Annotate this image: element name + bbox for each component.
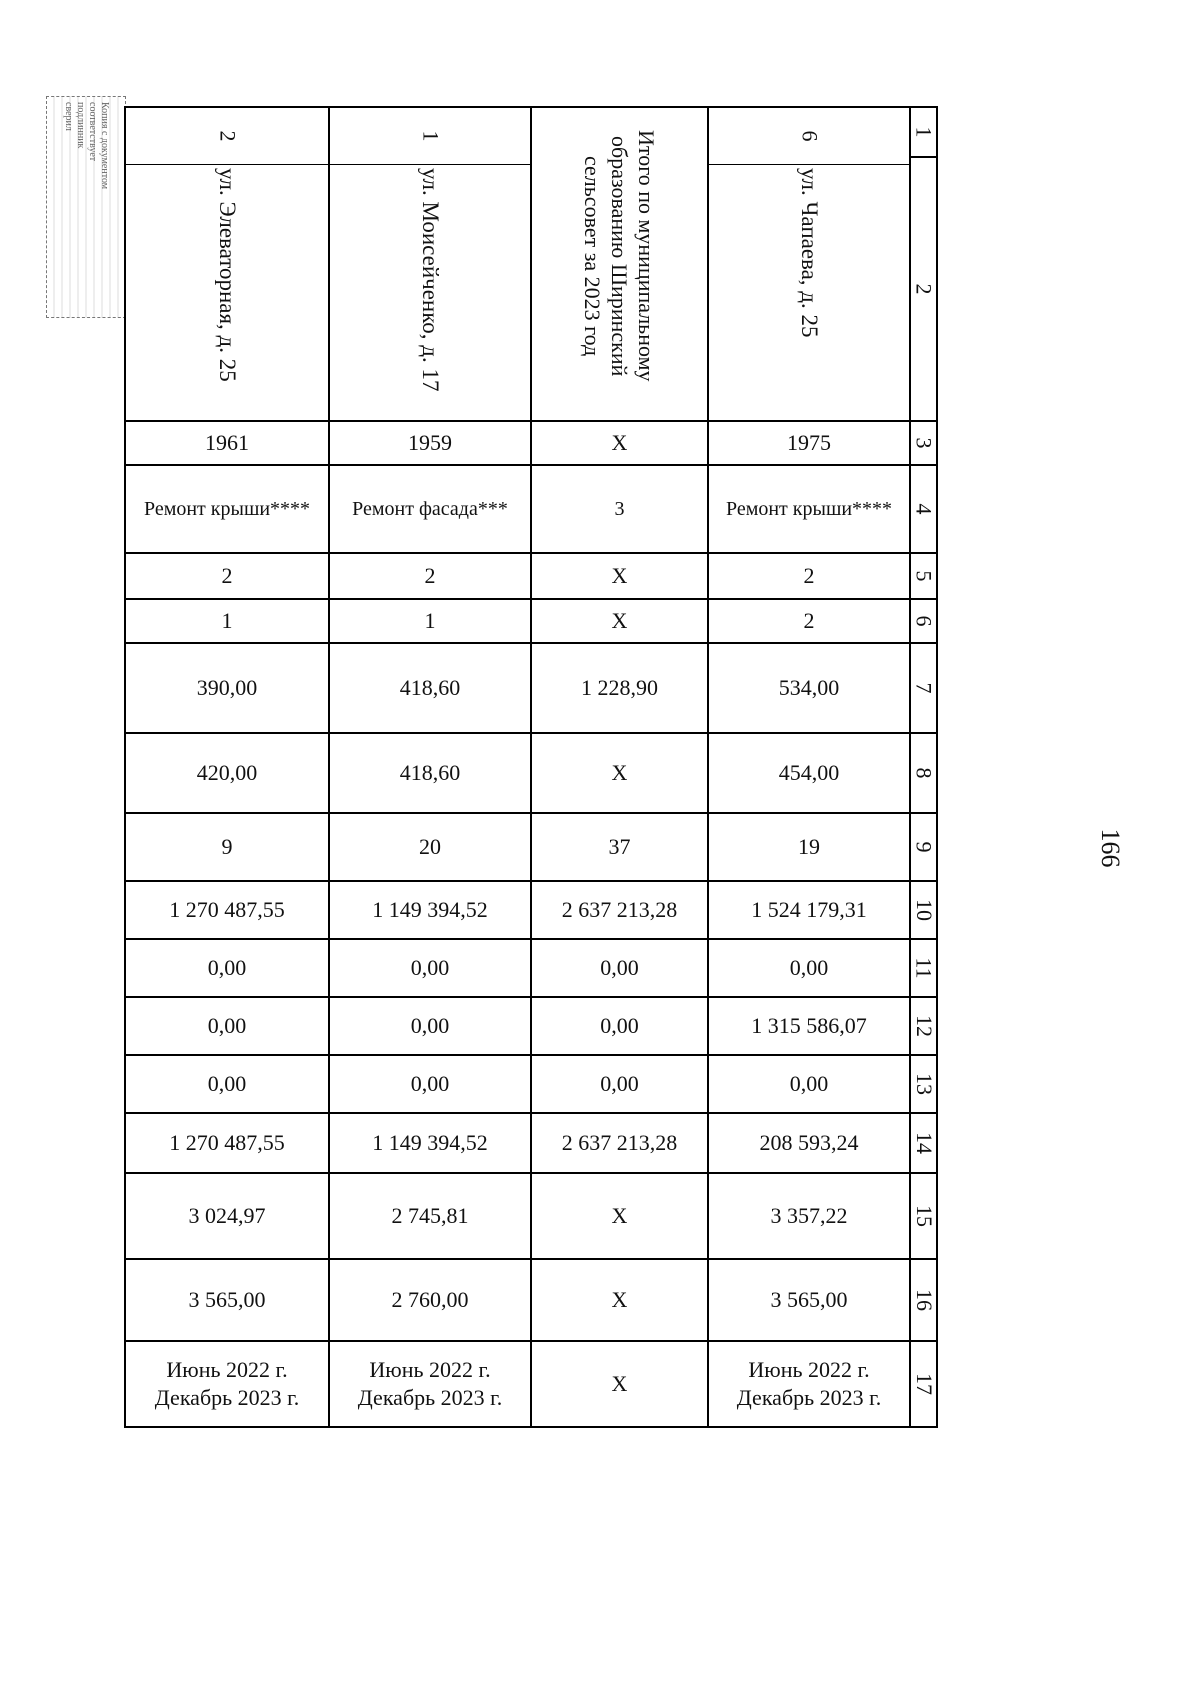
table-cell: 534,00 xyxy=(709,644,911,734)
table-cell: 1 xyxy=(126,600,330,644)
capital-repair-table xyxy=(124,106,938,1428)
table-cell: 3 565,00 xyxy=(709,1260,911,1342)
header-cell-house-2 xyxy=(532,108,709,422)
column-number: 12 xyxy=(911,998,938,1056)
column-number: 7 xyxy=(911,644,938,734)
house-address: ул. Элеваторная, д. 25 xyxy=(215,168,240,382)
table-cell: 1 524 179,31 xyxy=(709,882,911,940)
table-cell: 1 149 394,52 xyxy=(330,882,532,940)
table-cell: 418,60 xyxy=(330,734,532,814)
column-number: 15 xyxy=(911,1174,938,1260)
header-cell-house-1 xyxy=(330,108,532,422)
table-cell: 1 270 487,55 xyxy=(126,882,330,940)
table-cell: 0,00 xyxy=(709,940,911,998)
column-number-2: 2 xyxy=(911,158,938,422)
column-number: 6 xyxy=(911,600,938,644)
table-cell: Ремонт фасада*** xyxy=(330,466,532,554)
table-cell xyxy=(532,1342,709,1428)
table-cell: 2 xyxy=(330,554,532,600)
header-cell-house-3 xyxy=(709,108,911,422)
column-number: 4 xyxy=(911,466,938,554)
period-cell: Х xyxy=(611,1371,628,1396)
house-address: ул. Чапаева, д. 25 xyxy=(797,168,822,338)
house-number: 6 xyxy=(709,108,909,165)
period-cell: Июнь 2022 г. Декабрь 2023 г. xyxy=(154,1357,300,1410)
table-cell: 1 270 487,55 xyxy=(126,1114,330,1174)
table-cell: 0,00 xyxy=(330,998,532,1056)
table-cell: Ремонт крыши**** xyxy=(126,466,330,554)
column-number: 5 xyxy=(911,554,938,600)
column-number: 17 xyxy=(911,1342,938,1428)
certification-stamp xyxy=(46,96,126,318)
table-cell: 1 315 586,07 xyxy=(709,998,911,1056)
period-cell: Июнь 2022 г. Декабрь 2023 г. xyxy=(357,1357,503,1410)
table-cell xyxy=(709,1342,911,1428)
table-cell: 3 357,22 xyxy=(709,1174,911,1260)
table-cell: Х xyxy=(532,1260,709,1342)
table-cell: 0,00 xyxy=(330,940,532,998)
table-cell: 0,00 xyxy=(532,998,709,1056)
table-cell: 2 xyxy=(709,554,911,600)
column-number: 3 xyxy=(911,422,938,466)
table-cell: 418,60 xyxy=(330,644,532,734)
house-address: ул. Моисейченко, д. 17 xyxy=(418,168,443,392)
table-cell: 2 637 213,28 xyxy=(532,1114,709,1174)
table-cell: 1 149 394,52 xyxy=(330,1114,532,1174)
table-cell: 3 xyxy=(532,466,709,554)
house-number: 1 xyxy=(330,108,530,165)
table-cell: 0,00 xyxy=(532,940,709,998)
column-number: 14 xyxy=(911,1114,938,1174)
table-cell: Х xyxy=(532,1174,709,1260)
table-cell: 0,00 xyxy=(709,1056,911,1114)
table-cell: 3 565,00 xyxy=(126,1260,330,1342)
house-number: 2 xyxy=(126,108,328,165)
table-cell: 37 xyxy=(532,814,709,882)
total-label: Итого по муниципальному образованию Ширинский сельсовет за 2023 год xyxy=(580,130,659,382)
table-cell: 0,00 xyxy=(126,998,330,1056)
table-cell: 0,00 xyxy=(532,1056,709,1114)
page-number: 166 xyxy=(1096,828,1125,868)
column-number: 8 xyxy=(911,734,938,814)
table-cell: 1961 xyxy=(126,422,330,466)
table-cell: Х xyxy=(532,554,709,600)
table-cell: 0,00 xyxy=(126,940,330,998)
table-cell: 0,00 xyxy=(126,1056,330,1114)
table-cell: 19 xyxy=(709,814,911,882)
table-cell: Х xyxy=(532,734,709,814)
table-cell: 2 xyxy=(126,554,330,600)
table-cell: 1975 xyxy=(709,422,911,466)
table-cell: Х xyxy=(532,422,709,466)
table-cell: 2 745,81 xyxy=(330,1174,532,1260)
table-cell: 3 024,97 xyxy=(126,1174,330,1260)
column-number: 13 xyxy=(911,1056,938,1114)
column-number: 16 xyxy=(911,1260,938,1342)
table-cell: 0,00 xyxy=(330,1056,532,1114)
table-cell: 1959 xyxy=(330,422,532,466)
column-number: 10 xyxy=(911,882,938,940)
table-cell: 208 593,24 xyxy=(709,1114,911,1174)
table-cell: Х xyxy=(532,600,709,644)
column-number: 9 xyxy=(911,814,938,882)
table-cell: 2 637 213,28 xyxy=(532,882,709,940)
period-cell: Июнь 2022 г. Декабрь 2023 г. xyxy=(736,1357,882,1410)
header-cell-house-0 xyxy=(126,108,330,422)
table-cell xyxy=(330,1342,532,1428)
table-cell: 1 xyxy=(330,600,532,644)
column-number-1: 1 xyxy=(911,108,938,158)
table-cell: 420,00 xyxy=(126,734,330,814)
stamp-text: Копия с документом соответствует подлинник сверил xyxy=(63,102,110,190)
table-cell: 2 760,00 xyxy=(330,1260,532,1342)
table-cell: 390,00 xyxy=(126,644,330,734)
table-cell: 20 xyxy=(330,814,532,882)
table-cell: Ремонт крыши**** xyxy=(709,466,911,554)
table-cell: 454,00 xyxy=(709,734,911,814)
column-number: 11 xyxy=(911,940,938,998)
table-cell: 9 xyxy=(126,814,330,882)
table-cell: 1 228,90 xyxy=(532,644,709,734)
table-cell: 2 xyxy=(709,600,911,644)
table-cell xyxy=(126,1342,330,1428)
